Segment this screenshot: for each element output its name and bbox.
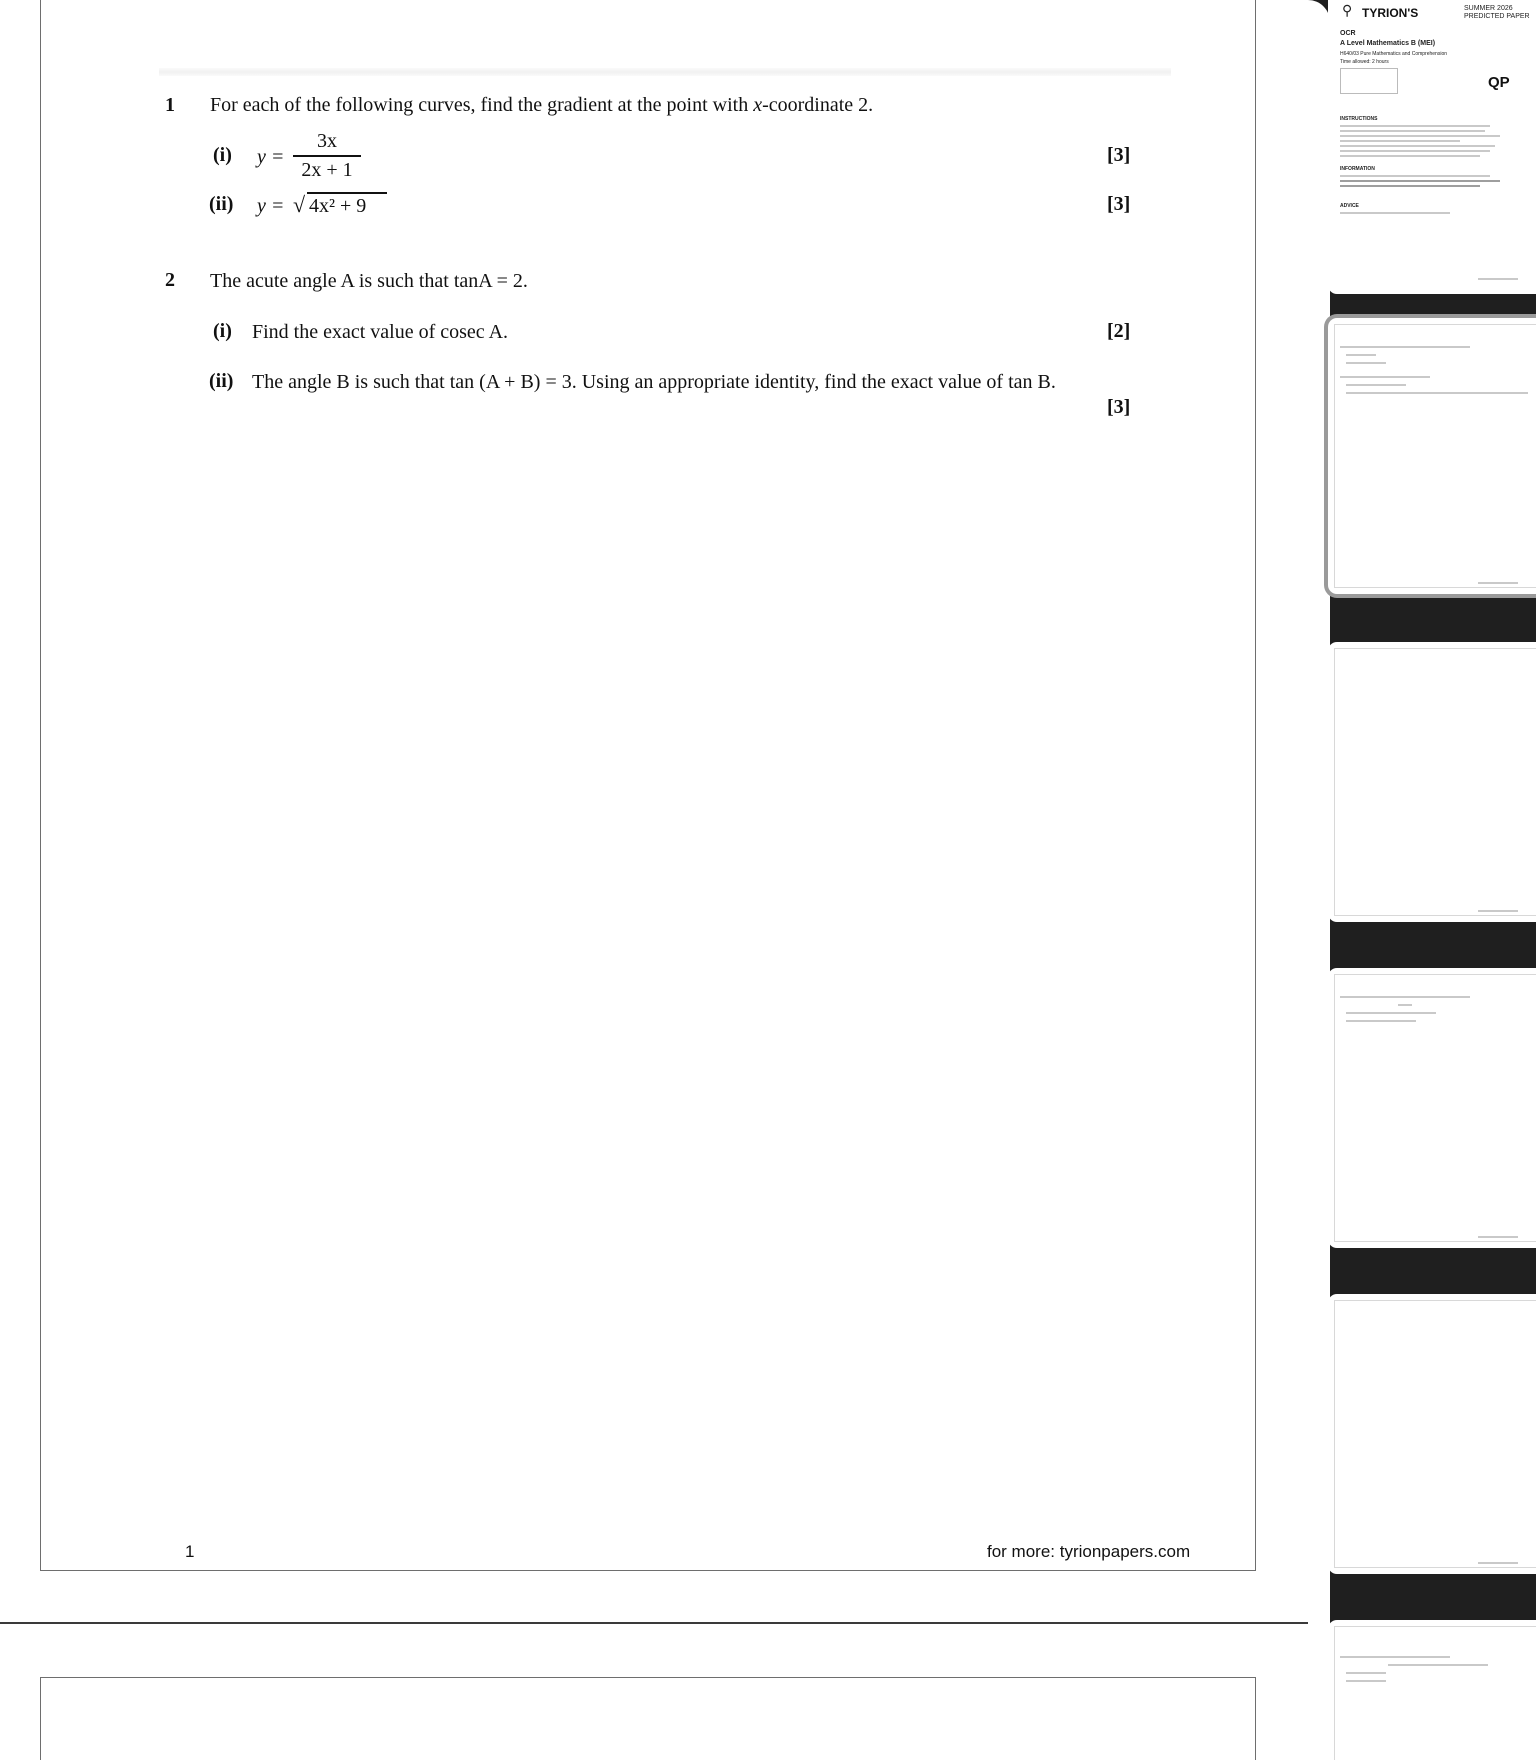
thumbnail-text-line — [1340, 175, 1490, 177]
thumbnail-text-line — [1346, 392, 1528, 394]
lightbulb-icon: ⚲ — [1342, 2, 1353, 18]
question-1-part-ii-mark: [3] — [1107, 193, 1131, 215]
thumbnail-materials-box — [1340, 68, 1398, 94]
thumbnail-page-border — [1334, 1300, 1536, 1568]
thumbnail-page-border — [1334, 324, 1536, 588]
question-1-part-i-lhs: y = — [257, 146, 285, 168]
question-2-part-ii-text: The angle B is such that tan (A + B) = 3. Using an appropriate identity, find the exact value of tan B. — [252, 371, 1056, 393]
thumbnail-board: OCR — [1340, 30, 1356, 37]
page-2 — [40, 1677, 1256, 1760]
thumbnail-information-heading: INFORMATION — [1340, 166, 1375, 172]
thumbnail-text-line — [1340, 180, 1500, 182]
question-2-part-i-mark: [2] — [1107, 320, 1131, 342]
thumbnail-paper: H640/03 Pure Mathematics and Comprehension — [1340, 51, 1448, 57]
question-2-part-i-text: Find the exact value of cosec A. — [252, 321, 509, 343]
question-1-part-ii-radicand: 4x² + 9 — [309, 195, 367, 217]
thumbnail-text-line — [1478, 1236, 1518, 1238]
page-1 — [40, 0, 1256, 1571]
thumbnail-text-line — [1346, 354, 1376, 356]
thumbnail-edition-line1: SUMMER 2026 — [1464, 5, 1513, 12]
thumbnail-text-line — [1340, 185, 1480, 187]
thumbnail-text-line — [1346, 1672, 1386, 1674]
sidebar-edge — [1308, 0, 1330, 1760]
question-2-part-ii-label: (ii) — [209, 370, 234, 392]
thumbnail-text-line — [1340, 996, 1470, 998]
question-2-part-ii-mark: [3] — [1107, 396, 1131, 418]
thumbnail-sidebar[interactable] — [1308, 0, 1536, 1760]
thumbnail-time: Time allowed: 2 hours — [1340, 59, 1389, 65]
question-2-number: 2 — [165, 269, 175, 291]
thumbnail-qualification: A Level Mathematics B (MEI) — [1340, 40, 1436, 47]
question-1-stem-pre: For each of the following curves, find the gradient at the point with — [210, 94, 754, 116]
question-1-stem-post: -coordinate 2. — [762, 94, 874, 116]
thumbnail-page-2[interactable] — [1328, 642, 1536, 922]
thumbnail-text-line — [1340, 346, 1470, 348]
thumbnail-text-line — [1340, 155, 1480, 157]
thumbnail-text-line — [1478, 910, 1518, 912]
thumbnail-text-line — [1340, 125, 1490, 127]
question-1-number: 1 — [165, 94, 175, 116]
question-1-part-i-mark: [3] — [1107, 144, 1131, 166]
thumbnail-text-line — [1346, 384, 1406, 386]
question-2-part-i-label: (i) — [213, 320, 232, 342]
thumbnail-text-line — [1340, 135, 1500, 137]
question-1-part-i-fraction — [293, 130, 361, 182]
thumbnail-text-line — [1340, 140, 1460, 142]
fraction-denominator: 2x + 1 — [301, 158, 353, 181]
question-1-part-ii-lhs: y = — [257, 195, 285, 217]
question-1-part-i-label: (i) — [213, 144, 232, 166]
thumbnail-page-border — [1334, 974, 1536, 1242]
thumbnail-text-line — [1346, 1012, 1436, 1014]
page-separator — [0, 1622, 1308, 1624]
thumbnail-text-line — [1340, 150, 1490, 152]
thumbnail-brand: TYRION'S — [1362, 6, 1419, 20]
thumbnail-qp-badge: QP — [1488, 74, 1510, 91]
thumbnail-cover[interactable] — [1328, 0, 1536, 294]
header-rule — [159, 68, 1171, 76]
thumbnail-page-5[interactable] — [1328, 1620, 1536, 1760]
thumbnail-text-line — [1398, 1004, 1412, 1006]
question-1-stem — [210, 93, 873, 117]
thumbnail-advice-heading: ADVICE — [1340, 203, 1359, 209]
question-1-part-ii-label: (ii) — [209, 193, 234, 215]
thumbnail-text-line — [1340, 1656, 1450, 1658]
thumbnail-text-line — [1388, 1664, 1488, 1666]
thumbnail-text-line — [1340, 376, 1430, 378]
thumbnail-page-1[interactable] — [1328, 318, 1536, 594]
question-2-stem: The acute angle A is such that tanA = 2. — [210, 270, 528, 292]
question-1-stem-var: x — [753, 94, 763, 116]
thumbnail-text-line — [1478, 1562, 1518, 1564]
thumbnail-text-line — [1478, 278, 1518, 280]
thumbnail-text-line — [1340, 130, 1485, 132]
thumbnail-instructions-heading: INSTRUCTIONS — [1340, 116, 1378, 122]
footer-page-number: 1 — [185, 1542, 195, 1561]
footer-url[interactable]: for more: tyrionpapers.com — [987, 1542, 1191, 1561]
thumbnail-page-border — [1334, 1626, 1536, 1760]
thumbnail-text-line — [1340, 145, 1495, 147]
thumbnail-edition-line2: PREDICTED PAPER — [1464, 13, 1530, 20]
thumbnail-text-line — [1478, 582, 1518, 584]
thumbnail-text-line — [1346, 362, 1386, 364]
thumbnail-page-3[interactable] — [1328, 968, 1536, 1248]
fraction-numerator: 3x — [317, 130, 337, 152]
thumbnail-text-line — [1346, 1680, 1386, 1682]
thumbnail-page-4[interactable] — [1328, 1294, 1536, 1574]
fraction-bar — [293, 155, 361, 157]
thumbnail-text-line — [1346, 1020, 1416, 1022]
sqrt-symbol: √ — [293, 192, 306, 217]
thumbnail-text-line — [1340, 212, 1450, 214]
thumbnail-page-border — [1334, 648, 1536, 916]
